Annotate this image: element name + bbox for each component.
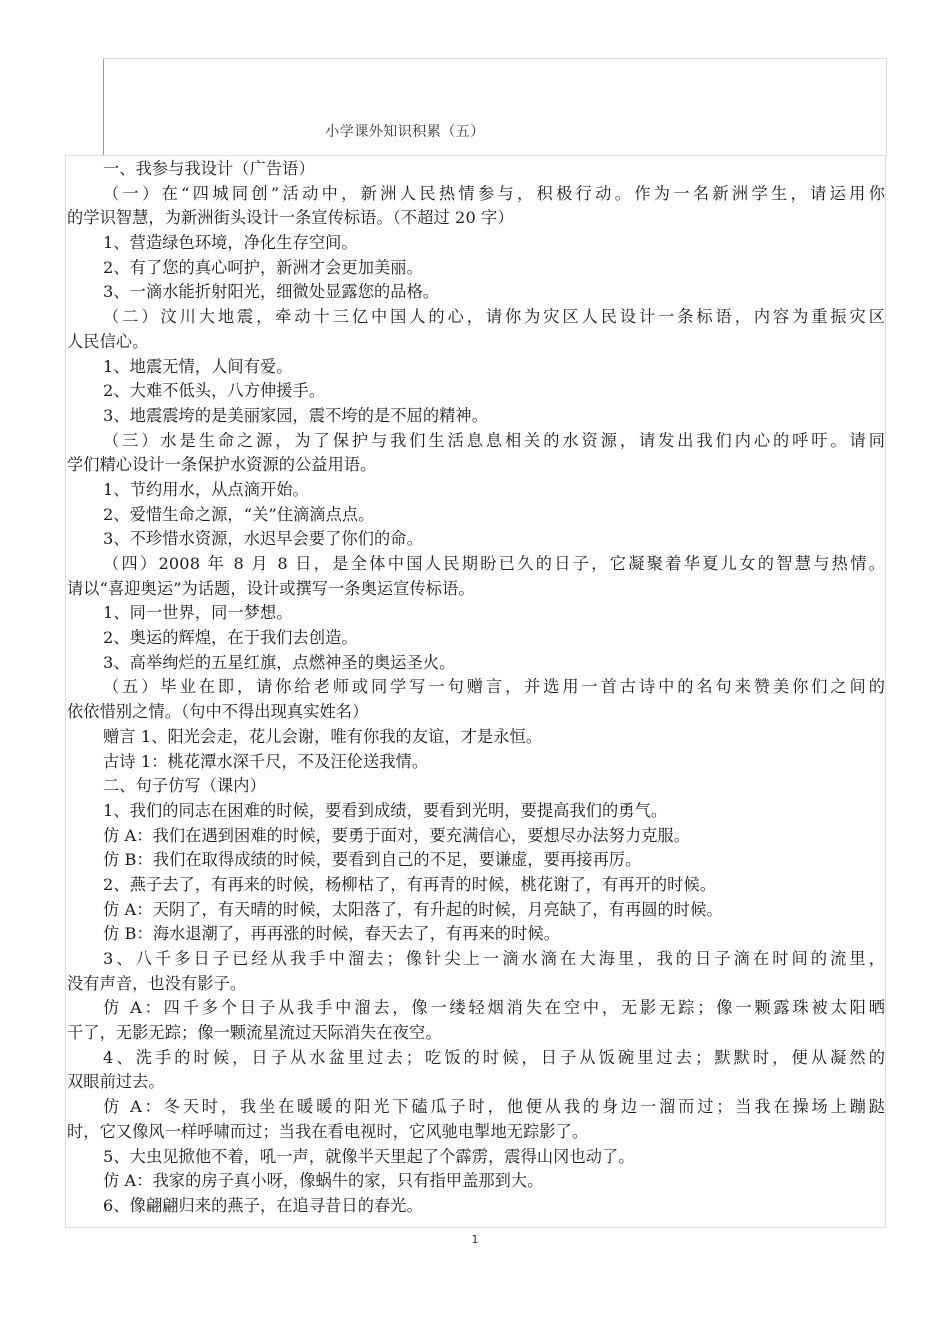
imitation-sentence: 仿 A：冬天时，我坐在暖暖的阳光下磕瓜子时，他便从我的身边一溜而过；当我在操场上蹦跶 (103, 1097, 885, 1117)
answer-item: 3、一滴水能折射阳光，细微处显露您的品格。 (103, 282, 440, 302)
answer-item: 3、不珍惜水资源，水迟早会要了你们的命。 (103, 529, 423, 549)
page-number: 1 (471, 1233, 479, 1246)
answer-item: 2、爱惜生命之源，“关”住滴滴点点。 (103, 504, 375, 524)
example-sentence: 5、大虫见掀他不着，吼一声，就像半天里起了个霹雳，震得山冈也动了。 (103, 1146, 635, 1166)
answer-item: 2、大难不低头，八方伸援手。 (103, 381, 326, 401)
example-sentence: 3、八千多日子已经从我手中溜去；像针尖上一滴水滴在大海里，我的日子滴在时间的流里， (103, 949, 885, 968)
question-text: 学们精心设计一条保护水资源的公益用语。 (67, 455, 377, 475)
page-title: 小学课外知识积累（五） (325, 124, 485, 140)
question-text: （四）2008 年 8 月 8 日，是全体中国人民期盼已久的日子，它凝聚着华夏儿女的智慧与热情。 (103, 554, 885, 573)
example-sentence: 没有声音，也没有影子。 (67, 973, 247, 993)
question-text: （一）在“四城同创”活动中，新洲人民热情参与，积极行动。作为一名新洲学生，请运用你 (103, 183, 885, 203)
document-body (67, 157, 885, 1219)
imitation-sentence: 时，它又像风一样呼啸而过；当我在看电视时，它风驰电掣地无踪影了。 (67, 1121, 589, 1141)
imitation-sentence: 仿 B：我们在取得成绩的时候，要看到自己的不足，要谦虚，要再接再厉。 (103, 850, 642, 870)
answer-item: 1、同一世界，同一梦想。 (103, 603, 293, 623)
question-text: 依依惜别之情。（句中不得出现真实姓名） (67, 702, 369, 722)
answer-item: 赠言 1、阳光会走，花儿会谢，唯有你我的友谊，才是永恒。 (103, 726, 543, 746)
example-sentence: 双眼前过去。 (67, 1072, 165, 1092)
question-text: （三）水是生命之源，为了保护与我们生活息息相关的水资源，请发出我们内心的呼吁。请同 (103, 430, 885, 450)
example-sentence: 1、我们的同志在困难的时候，要看到成绩，要看到光明，要提高我们的勇气。 (103, 800, 668, 820)
answer-item: 1、地震无情，人间有爱。 (103, 356, 293, 376)
header-frame (103, 58, 887, 157)
answer-item: 1、节约用水，从点滴开始。 (103, 479, 309, 499)
example-sentence: 2、燕子去了，有再来的时候，杨柳枯了，有再青的时候，桃花谢了，有再开的时候。 (103, 874, 717, 894)
section-heading: 一、我参与我设计（广告语） (103, 159, 315, 178)
question-text: （二）汶川大地震，牵动十三亿中国人的心，请你为灾区人民设计一条标语，内容为重振灾区 (103, 307, 885, 327)
imitation-sentence: 仿 A：天阴了，有天晴的时候，太阳落了，有升起的时候，月亮缺了，有再圆的时候。 (103, 899, 723, 919)
question-text: 的学识智慧，为新洲街头设计一条宣传标语。（不超过 20 字） (67, 208, 514, 228)
answer-item: 2、有了您的真心呵护，新洲才会更加美丽。 (103, 257, 423, 277)
question-text: 请以“喜迎奥运”为话题，设计或撰写一条奥运宣传标语。 (67, 578, 475, 598)
question-text: 人民信心。 (67, 331, 149, 351)
answer-item: 古诗 1：桃花潭水深千尺，不及汪伦送我情。 (103, 751, 429, 771)
imitation-sentence: 仿 A：我家的房子真小呀，像蜗牛的家，只有指甲盖那到大。 (103, 1171, 544, 1191)
answer-item: 3、高举绚烂的五星红旗，点燃神圣的奥运圣火。 (103, 652, 456, 672)
answer-item: 1、营造绿色环境，净化生存空间。 (103, 233, 358, 253)
answer-item: 2、奥运的辉煌，在于我们去创造。 (103, 628, 358, 648)
imitation-sentence: 仿 A：四千多个日子从我手中溜去，像一缕轻烟消失在空中，无影无踪；像一颗露珠被太阳晒 (103, 998, 885, 1018)
imitation-sentence: 仿 B：海水退潮了，再再涨的时候，春天去了，有再来的时候。 (103, 924, 561, 944)
example-sentence: 6、像翩翩归来的燕子，在追寻昔日的春光。 (103, 1195, 423, 1215)
answer-item: 3、地震震垮的是美丽家园，震不垮的是不屈的精神。 (103, 405, 489, 425)
question-text: （五）毕业在即，请你给老师或同学写一句赠言，并选用一首古诗中的名句来赞美你们之间的 (103, 677, 885, 697)
section-heading: 二、句子仿写（课内） (103, 776, 266, 796)
imitation-sentence: 仿 A：我们在遇到困难的时候，要勇于面对，要充满信心，要想尽办法努力克服。 (103, 825, 691, 845)
imitation-sentence: 干了，无影无踪；像一颗流星流过天际消失在夜空。 (67, 1023, 442, 1043)
example-sentence: 4、洗手的时候，日子从水盆里过去；吃饭的时候，日子从饭碗里过去；默默时，便从凝然的 (103, 1047, 885, 1067)
